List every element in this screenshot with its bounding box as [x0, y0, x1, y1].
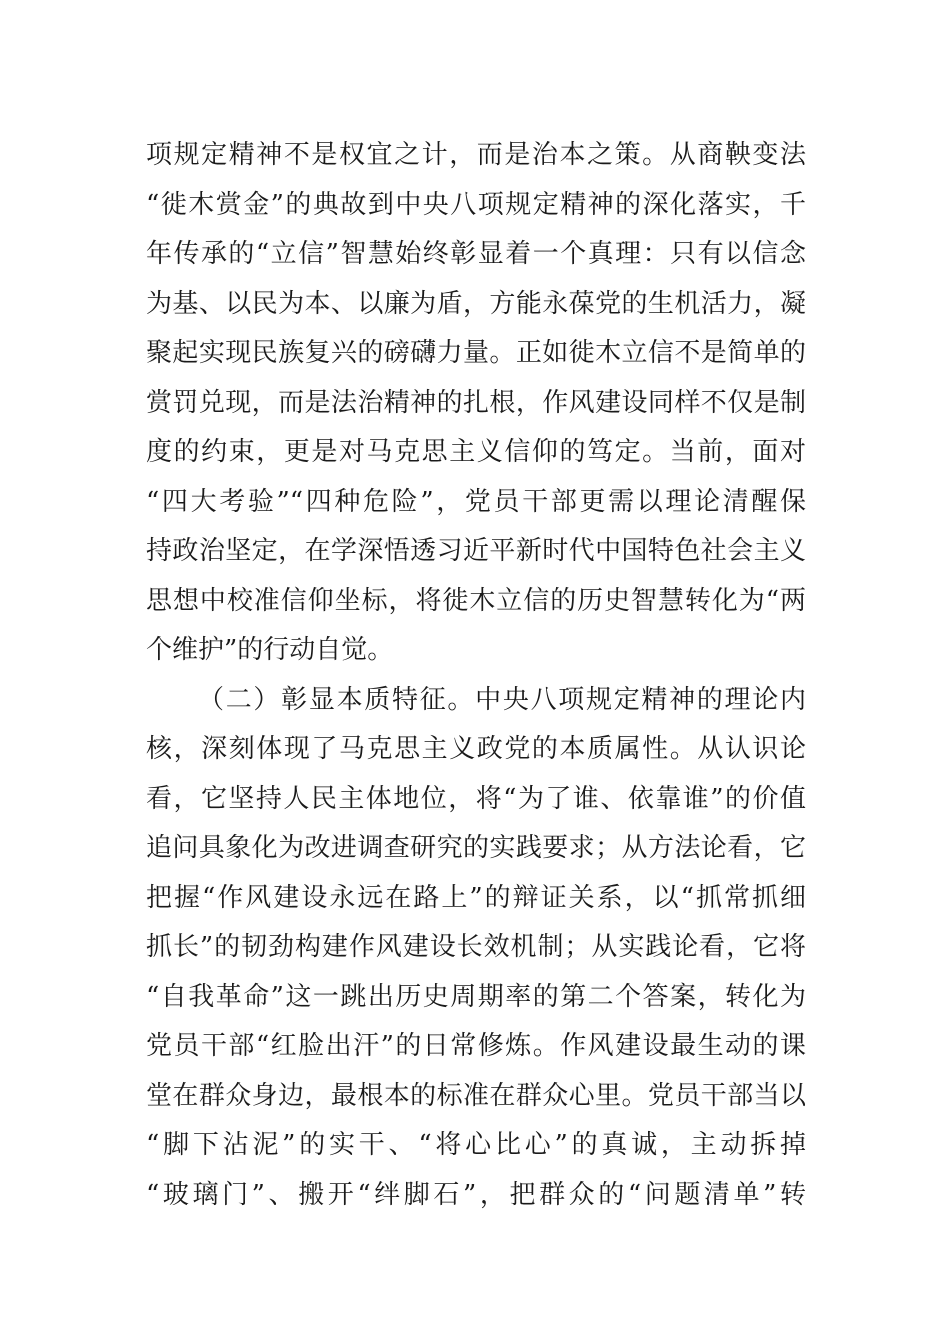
text-line: “徙木赏金”的典故到中央八项规定精神的深化落实，千 [146, 189, 806, 220]
text-line: 堂在群众身边，最根本的标准在群众心里。党员干部当以 [146, 1080, 806, 1111]
text-line: 追问具象化为改进调查研究的实践要求；从方法论看，它 [146, 833, 806, 863]
text-line: 持政治坚定，在学深悟透习近平新时代中国特色社会主义 [146, 536, 806, 566]
text-line: 项规定精神不是权宜之计，而是治本之策。从商鞅变法 [146, 140, 806, 170]
text-line: “脚下沾泥”的实干、“将心比心”的真诚，主动拆掉 [146, 1130, 806, 1160]
text-line: “四大考验”“四种危险”，党员干部更需以理论清醒保 [146, 486, 806, 517]
section-heading-line: （二）彰显本质特征。中央八项规定精神的理论内 [198, 684, 806, 715]
text-line: “玻璃门”、搬开“绊脚石”，把群众的“问题清单”转 [146, 1179, 806, 1210]
text-line: 党员干部“红脸出汗”的日常修炼。作风建设最生动的课 [146, 1031, 806, 1061]
text-line: 看，它坚持人民主体地位，将“为了谁、依靠谁”的价值 [146, 783, 806, 814]
text-line: 年传承的“立信”智慧始终彰显着一个真理：只有以信念 [146, 239, 806, 269]
text-line: 赏罚兑现，而是法治精神的扎根，作风建设同样不仅是制 [146, 387, 806, 418]
text-line: “自我革命”这一跳出历史周期率的第二个答案，转化为 [146, 981, 806, 1012]
text-line: 度的约束，更是对马克思主义信仰的笃定。当前，面对 [146, 437, 806, 467]
text-line: 思想中校准信仰坐标，将徙木立信的历史智慧转化为“两 [146, 585, 806, 616]
text-line: 把握“作风建设永远在路上”的辩证关系，以“抓常抓细 [146, 882, 806, 913]
text-line: 聚起实现民族复兴的磅礴力量。正如徙木立信不是简单的 [146, 338, 806, 368]
text-line: 抓长”的韧劲构建作风建设长效机制；从实践论看，它将 [146, 932, 806, 962]
body-text [146, 131, 806, 1220]
text-line: 个维护”的行动自觉。 [146, 635, 394, 665]
text-line: 核，深刻体现了马克思主义政党的本质属性。从认识论 [146, 734, 806, 764]
text-line: 为基、以民为本、以廉为盾，方能永葆党的生机活力，凝 [146, 288, 806, 319]
